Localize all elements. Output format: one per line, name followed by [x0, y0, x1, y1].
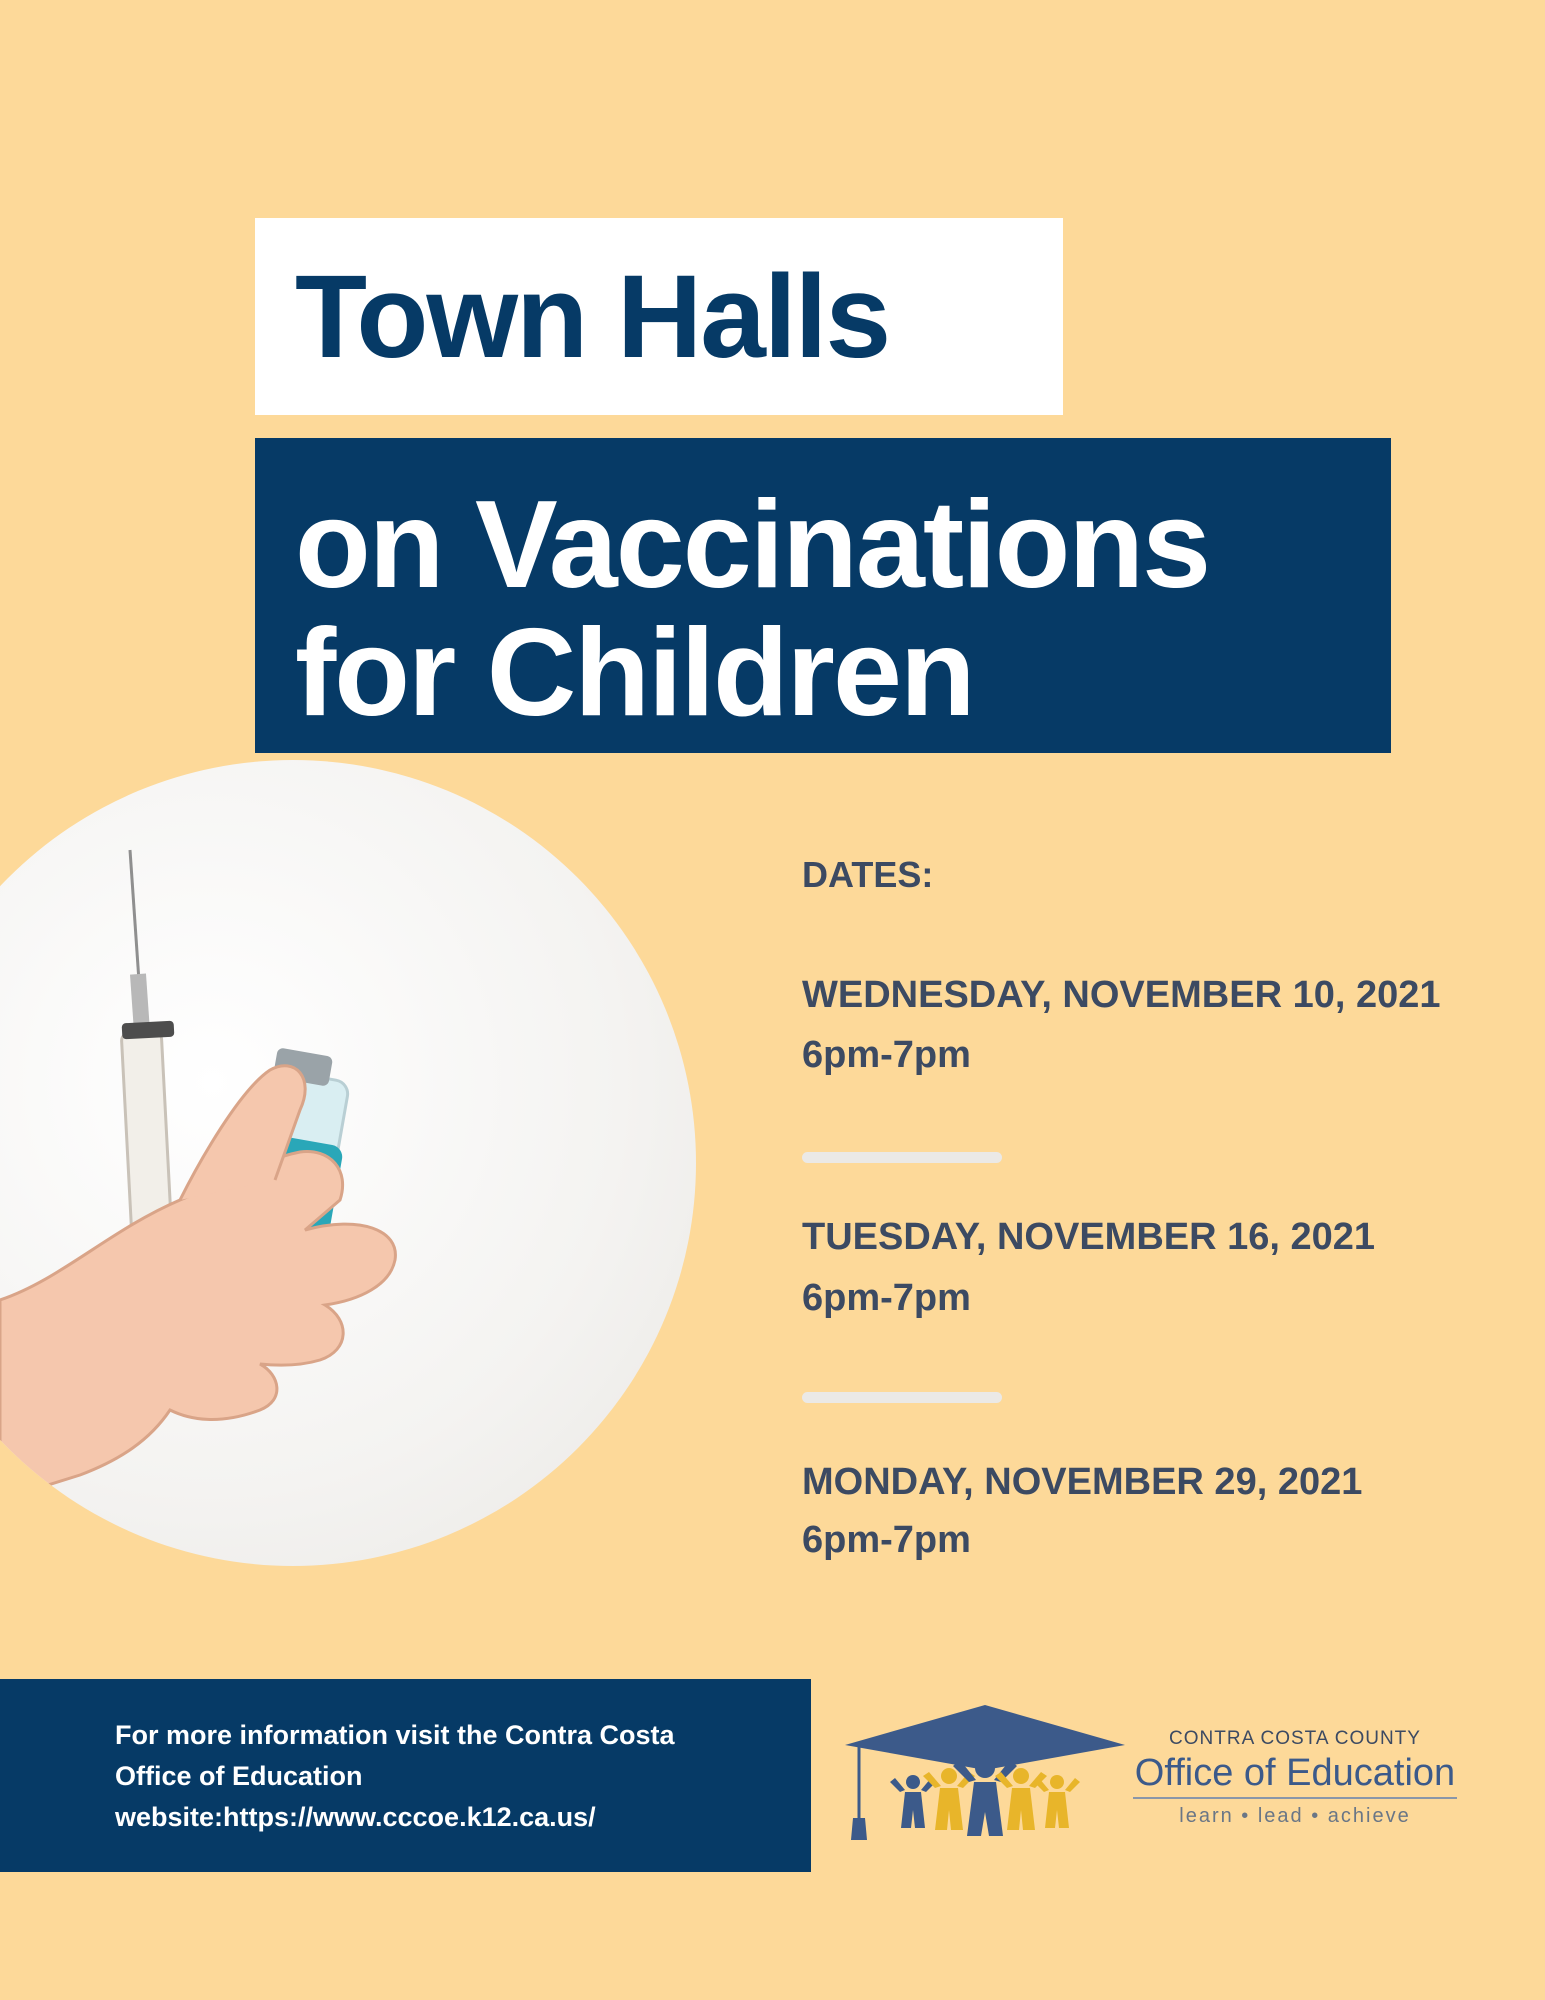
more-info-box — [0, 1679, 811, 1872]
date-divider — [802, 1392, 1002, 1403]
logo-tagline: learn • lead • achieve — [1179, 1805, 1411, 1827]
event-date-1: WEDNESDAY, NOVEMBER 10, 2021 — [802, 974, 1441, 1016]
graduation-cap-icon — [845, 1700, 1125, 1850]
title-line-3: for Children — [295, 603, 974, 742]
logo-county: CONTRA COSTA COUNTY — [1169, 1728, 1421, 1749]
logo-divider — [1133, 1797, 1457, 1799]
info-website-link[interactable]: website:https://www.cccoe.k12.ca.us/ — [115, 1802, 596, 1832]
event-date-2: TUESDAY, NOVEMBER 16, 2021 — [802, 1216, 1376, 1258]
event-time-3: 6pm-7pm — [802, 1519, 971, 1561]
syringe-vial-photo — [0, 760, 696, 1566]
event-date-3: MONDAY, NOVEMBER 29, 2021 — [802, 1461, 1363, 1503]
logo-text-block — [1125, 1700, 1465, 1828]
title-box-town-halls — [255, 218, 1063, 415]
info-line-2: Office of Education — [115, 1761, 363, 1791]
date-divider — [802, 1152, 1002, 1163]
event-time-2: 6pm-7pm — [802, 1277, 971, 1319]
syringe-hand-illustration — [0, 760, 696, 1566]
cccoe-logo — [845, 1700, 1465, 1850]
info-line-1: For more information visit the Contra Costa — [115, 1720, 675, 1750]
dates-label: DATES: — [802, 854, 934, 895]
logo-office: Office of Education — [1134, 1752, 1456, 1794]
event-time-1: 6pm-7pm — [802, 1034, 971, 1076]
title-box-vaccinations — [255, 438, 1391, 753]
title-line-2: on Vaccinations — [295, 476, 1210, 614]
title-line-1: Town Halls — [295, 250, 890, 383]
